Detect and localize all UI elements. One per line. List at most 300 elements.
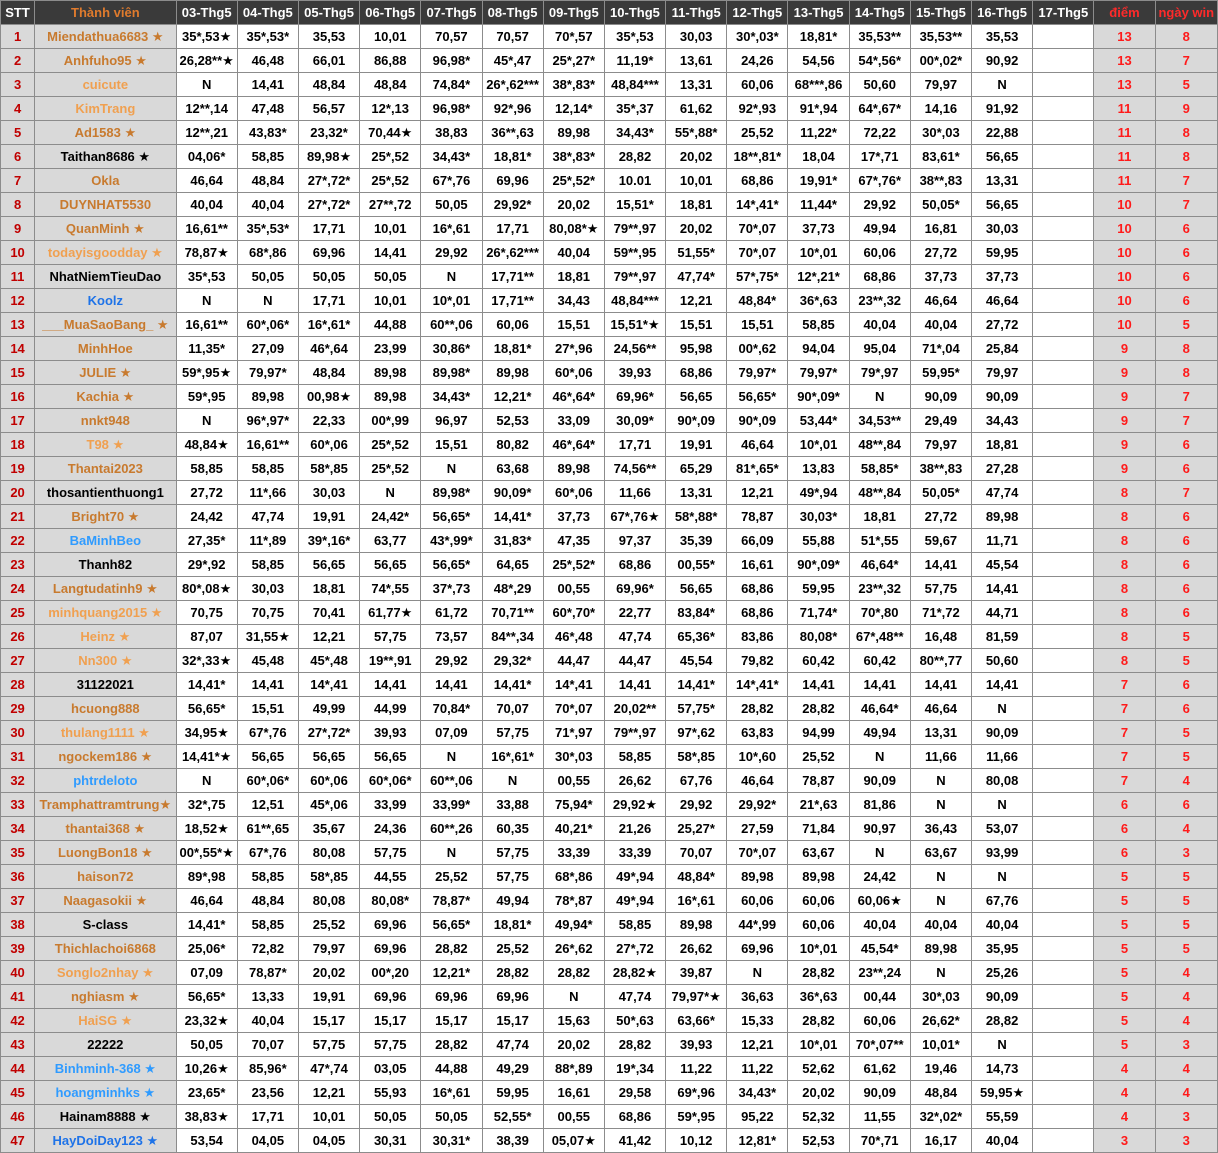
day-cell: 30,86* xyxy=(421,337,482,361)
day-cell: 67,76 xyxy=(666,769,727,793)
day-cell: 80,08*★ xyxy=(543,217,604,241)
day-cell: 90,09 xyxy=(972,385,1033,409)
day-cell: 44,88 xyxy=(360,313,421,337)
day-cell: 60,42 xyxy=(788,649,849,673)
win-days-cell: 4 xyxy=(1155,1081,1217,1105)
day-cell: 48,84* xyxy=(666,865,727,889)
day-cell: 58,85 xyxy=(604,745,665,769)
header-score: điểm xyxy=(1094,1,1155,25)
day-cell: 30,03 xyxy=(298,481,359,505)
day-cell: 48,84★ xyxy=(176,433,237,457)
day-cell: 00,98★ xyxy=(298,385,359,409)
day-cell: 45,54 xyxy=(972,553,1033,577)
score-cell: 11 xyxy=(1094,145,1155,169)
day-cell: 27,59 xyxy=(727,817,788,841)
member-name: Ad1583 ★ xyxy=(35,121,176,145)
day-cell: 36,43 xyxy=(910,817,971,841)
day-cell: 25*,27* xyxy=(543,49,604,73)
day-cell: 44,71 xyxy=(972,601,1033,625)
day-cell: 56,65* xyxy=(176,985,237,1009)
day-cell: 60**,26 xyxy=(421,817,482,841)
day-cell: 63,68 xyxy=(482,457,543,481)
day-cell: 93,99 xyxy=(972,841,1033,865)
day-cell: 90,09 xyxy=(972,721,1033,745)
row-number: 23 xyxy=(1,553,35,577)
day-cell: 56,57 xyxy=(298,97,359,121)
day-cell: 29,58 xyxy=(604,1081,665,1105)
member-name: Tramphattramtrung★ xyxy=(35,793,176,817)
day-cell: 12,21* xyxy=(482,385,543,409)
day-cell: 34,95★ xyxy=(176,721,237,745)
day-cell: 15,33 xyxy=(727,1009,788,1033)
day-cell: 48,84*** xyxy=(604,289,665,313)
day-cell: 30*,03 xyxy=(543,745,604,769)
day-cell: 33,88 xyxy=(482,793,543,817)
table-row xyxy=(1,145,1218,169)
score-cell: 3 xyxy=(1094,1129,1155,1153)
day-cell: 40,04 xyxy=(237,1009,298,1033)
win-days-cell: 6 xyxy=(1155,793,1217,817)
day-cell: 49*,94 xyxy=(604,865,665,889)
day-cell: 68*,86 xyxy=(543,865,604,889)
table-row xyxy=(1,793,1218,817)
header-day: 03-Thg5 xyxy=(176,1,237,25)
day-cell: 35*,37 xyxy=(604,97,665,121)
day-cell: 28,82 xyxy=(482,961,543,985)
day-cell: 45*,48 xyxy=(298,649,359,673)
day-cell: 28,82 xyxy=(421,937,482,961)
day-cell: 79,82 xyxy=(727,649,788,673)
member-name: 22222 xyxy=(35,1033,176,1057)
day-cell: 18,81 xyxy=(972,433,1033,457)
day-cell: 63,67 xyxy=(788,841,849,865)
day-cell xyxy=(1033,361,1094,385)
day-cell: 23,32* xyxy=(298,121,359,145)
day-cell: 36,63 xyxy=(727,985,788,1009)
day-cell: 57,75 xyxy=(910,577,971,601)
day-cell: 27,72 xyxy=(176,481,237,505)
header-day: 04-Thg5 xyxy=(237,1,298,25)
day-cell: 73,57 xyxy=(421,625,482,649)
table-row xyxy=(1,1009,1218,1033)
day-cell: 89,98 xyxy=(360,361,421,385)
day-cell: 71*,04 xyxy=(910,337,971,361)
table-row xyxy=(1,745,1218,769)
day-cell: 18,04 xyxy=(788,145,849,169)
score-cell: 7 xyxy=(1094,745,1155,769)
day-cell: 70*,71 xyxy=(849,1129,910,1153)
day-cell: 78,87 xyxy=(788,769,849,793)
day-cell: 53,07 xyxy=(972,817,1033,841)
day-cell: 25,27* xyxy=(666,817,727,841)
member-name: thulang1111 ★ xyxy=(35,721,176,745)
day-cell: 43,83* xyxy=(237,121,298,145)
day-cell: 20,02 xyxy=(666,145,727,169)
member-name: Bright70 ★ xyxy=(35,505,176,529)
day-cell xyxy=(1033,1033,1094,1057)
day-cell xyxy=(1033,481,1094,505)
row-number: 6 xyxy=(1,145,35,169)
day-cell: 58,85 xyxy=(604,913,665,937)
win-days-cell: 4 xyxy=(1155,985,1217,1009)
day-cell: 84**,34 xyxy=(482,625,543,649)
day-cell: 30*,03* xyxy=(727,25,788,49)
day-cell: 38**,83 xyxy=(910,457,971,481)
day-cell: 60,42 xyxy=(849,649,910,673)
table-row xyxy=(1,553,1218,577)
day-cell xyxy=(1033,553,1094,577)
day-cell: 26,28**★ xyxy=(176,49,237,73)
day-cell: 81,59 xyxy=(972,625,1033,649)
day-cell: 59,95★ xyxy=(972,1081,1033,1105)
day-cell: 39*,16* xyxy=(298,529,359,553)
table-row xyxy=(1,1081,1218,1105)
day-cell: N xyxy=(176,289,237,313)
day-cell: 15,51 xyxy=(421,433,482,457)
day-cell: 23**,32 xyxy=(849,289,910,313)
day-cell: 67*,48** xyxy=(849,625,910,649)
day-cell: 94,99 xyxy=(788,721,849,745)
day-cell: 91*,94 xyxy=(788,97,849,121)
day-cell: 15,17 xyxy=(421,1009,482,1033)
day-cell: 10*,60 xyxy=(727,745,788,769)
score-cell: 5 xyxy=(1094,889,1155,913)
header-day: 08-Thg5 xyxy=(482,1,543,25)
day-cell: 90,92 xyxy=(972,49,1033,73)
win-days-cell: 8 xyxy=(1155,145,1217,169)
day-cell: 80,08* xyxy=(788,625,849,649)
day-cell: 66,09 xyxy=(727,529,788,553)
day-cell: 72,22 xyxy=(849,121,910,145)
table-row xyxy=(1,457,1218,481)
day-cell: 56,65* xyxy=(727,385,788,409)
day-cell: 34,43 xyxy=(972,409,1033,433)
day-cell: 14,41* xyxy=(176,673,237,697)
day-cell: 58*,85 xyxy=(666,745,727,769)
day-cell: 90,09 xyxy=(849,769,910,793)
win-days-cell: 5 xyxy=(1155,865,1217,889)
win-days-cell: 4 xyxy=(1155,769,1217,793)
day-cell: 13,31 xyxy=(972,169,1033,193)
table-row xyxy=(1,217,1218,241)
day-cell: 18,81* xyxy=(482,913,543,937)
member-name: hcuong888 xyxy=(35,697,176,721)
day-cell: 48,84 xyxy=(360,73,421,97)
day-cell: 37*,73 xyxy=(421,577,482,601)
day-cell: 52,55* xyxy=(482,1105,543,1129)
day-cell xyxy=(1033,1009,1094,1033)
day-cell: 50,05* xyxy=(910,481,971,505)
day-cell: 49,99 xyxy=(298,697,359,721)
day-cell: 15,17 xyxy=(360,1009,421,1033)
day-cell: 46,64 xyxy=(176,169,237,193)
day-cell: 52,53 xyxy=(788,1129,849,1153)
day-cell: 17,71 xyxy=(298,289,359,313)
day-cell: 25*,52 xyxy=(360,169,421,193)
day-cell: 44*,99 xyxy=(727,913,788,937)
row-number: 4 xyxy=(1,97,35,121)
header-day: 13-Thg5 xyxy=(788,1,849,25)
day-cell: 28,82 xyxy=(788,1009,849,1033)
day-cell: 29,49 xyxy=(910,409,971,433)
win-days-cell: 7 xyxy=(1155,49,1217,73)
score-cell: 11 xyxy=(1094,121,1155,145)
member-name: minhquang2015 ★ xyxy=(35,601,176,625)
day-cell: 60,06★ xyxy=(849,889,910,913)
table-row xyxy=(1,673,1218,697)
member-name: Songlo2nhay ★ xyxy=(35,961,176,985)
day-cell: 39,87 xyxy=(666,961,727,985)
row-number: 45 xyxy=(1,1081,35,1105)
header-member: Thành viên xyxy=(35,1,176,25)
day-cell: 20,02 xyxy=(543,193,604,217)
day-cell: 59*,95★ xyxy=(176,361,237,385)
day-cell: 12,51 xyxy=(237,793,298,817)
day-cell: 33,99* xyxy=(421,793,482,817)
day-cell xyxy=(1033,697,1094,721)
day-cell: 52,62 xyxy=(788,1057,849,1081)
day-cell xyxy=(1033,289,1094,313)
day-cell: 25*,52* xyxy=(543,553,604,577)
day-cell: 35,53 xyxy=(972,25,1033,49)
day-cell: 61,72 xyxy=(421,601,482,625)
day-cell: 71,74* xyxy=(788,601,849,625)
day-cell: 10,01 xyxy=(360,217,421,241)
day-cell: 16,17 xyxy=(910,1129,971,1153)
day-cell: 10,01* xyxy=(910,1033,971,1057)
day-cell: 00*,62 xyxy=(727,337,788,361)
day-cell: 46*,64* xyxy=(543,433,604,457)
day-cell: 90*,09 xyxy=(666,409,727,433)
day-cell: 00,55 xyxy=(543,577,604,601)
day-cell: 25*,52 xyxy=(360,457,421,481)
table-row xyxy=(1,481,1218,505)
day-cell: N xyxy=(360,481,421,505)
win-days-cell: 8 xyxy=(1155,121,1217,145)
day-cell: 52,53 xyxy=(482,409,543,433)
day-cell: 12,21 xyxy=(298,1081,359,1105)
row-number: 46 xyxy=(1,1105,35,1129)
day-cell: 46,64 xyxy=(910,289,971,313)
day-cell: 56,65 xyxy=(360,553,421,577)
day-cell: 57,75* xyxy=(666,697,727,721)
day-cell: 22,88 xyxy=(972,121,1033,145)
day-cell: 15,51 xyxy=(727,313,788,337)
day-cell: 97,37 xyxy=(604,529,665,553)
member-name: thosantienthuong1 xyxy=(35,481,176,505)
day-cell: 14,41 xyxy=(360,241,421,265)
day-cell: 94,04 xyxy=(788,337,849,361)
header-day: 10-Thg5 xyxy=(604,1,665,25)
day-cell: 49*,94 xyxy=(788,481,849,505)
day-cell: 70*,07** xyxy=(849,1033,910,1057)
day-cell: 46,64 xyxy=(727,769,788,793)
day-cell: 35,53** xyxy=(910,25,971,49)
day-cell: 69,96 xyxy=(482,169,543,193)
day-cell: 12*,21* xyxy=(788,265,849,289)
day-cell: 46*,48 xyxy=(543,625,604,649)
day-cell: N xyxy=(910,769,971,793)
day-cell: 18,81* xyxy=(482,337,543,361)
day-cell: 60*,06* xyxy=(237,313,298,337)
day-cell: 28,82 xyxy=(604,145,665,169)
score-cell: 8 xyxy=(1094,577,1155,601)
day-cell: 10*,01 xyxy=(788,433,849,457)
day-cell: 56,65 xyxy=(237,745,298,769)
day-cell: 88*,89 xyxy=(543,1057,604,1081)
day-cell: 59,95 xyxy=(972,241,1033,265)
header-day: 15-Thg5 xyxy=(910,1,971,25)
day-cell: 17,71 xyxy=(482,217,543,241)
win-days-cell: 4 xyxy=(1155,817,1217,841)
day-cell: 28,82 xyxy=(788,697,849,721)
day-cell: 34,43* xyxy=(727,1081,788,1105)
row-number: 3 xyxy=(1,73,35,97)
day-cell: 40,04 xyxy=(849,913,910,937)
day-cell: 69*,96 xyxy=(666,1081,727,1105)
day-cell xyxy=(1033,385,1094,409)
day-cell: 30,31* xyxy=(421,1129,482,1153)
day-cell xyxy=(1033,241,1094,265)
day-cell: 18**,81* xyxy=(727,145,788,169)
row-number: 43 xyxy=(1,1033,35,1057)
score-cell: 13 xyxy=(1094,49,1155,73)
score-cell: 7 xyxy=(1094,697,1155,721)
day-cell: 40,04 xyxy=(972,1129,1033,1153)
score-cell: 8 xyxy=(1094,481,1155,505)
day-cell: 61,62 xyxy=(666,97,727,121)
day-cell: 48,84 xyxy=(298,361,359,385)
day-cell: 96,98* xyxy=(421,49,482,73)
row-number: 30 xyxy=(1,721,35,745)
day-cell: 11,66 xyxy=(604,481,665,505)
day-cell: 49,94 xyxy=(482,889,543,913)
day-cell: 16,81 xyxy=(910,217,971,241)
score-cell: 6 xyxy=(1094,817,1155,841)
day-cell: 12,21* xyxy=(421,961,482,985)
day-cell: 79**,97 xyxy=(604,721,665,745)
day-cell: 33,09 xyxy=(543,409,604,433)
day-cell: 14,41* xyxy=(482,673,543,697)
win-days-cell: 6 xyxy=(1155,529,1217,553)
day-cell: 16*,61* xyxy=(298,313,359,337)
day-cell: 40,04 xyxy=(910,913,971,937)
table-row xyxy=(1,97,1218,121)
day-cell: 03,05 xyxy=(360,1057,421,1081)
win-days-cell: 7 xyxy=(1155,193,1217,217)
day-cell: 67*,76 xyxy=(237,841,298,865)
day-cell: 15,51 xyxy=(666,313,727,337)
day-cell: 58,85 xyxy=(237,145,298,169)
day-cell: 69,96 xyxy=(360,937,421,961)
score-cell: 10 xyxy=(1094,289,1155,313)
day-cell: 70*,07 xyxy=(727,241,788,265)
member-name: JULIE ★ xyxy=(35,361,176,385)
day-cell: 55*,88* xyxy=(666,121,727,145)
day-cell: 16,48 xyxy=(910,625,971,649)
day-cell: 35,53** xyxy=(849,25,910,49)
day-cell: 07,09 xyxy=(421,721,482,745)
day-cell: 43*,99* xyxy=(421,529,482,553)
table-row xyxy=(1,385,1218,409)
table-row xyxy=(1,73,1218,97)
day-cell: 68,86 xyxy=(666,361,727,385)
day-cell: 25*,52 xyxy=(360,145,421,169)
day-cell: 14,41 xyxy=(421,673,482,697)
score-cell: 10 xyxy=(1094,241,1155,265)
day-cell xyxy=(1033,505,1094,529)
day-cell: 12**,21 xyxy=(176,121,237,145)
table-row xyxy=(1,649,1218,673)
day-cell: 89,98 xyxy=(543,457,604,481)
day-cell: 49*,94 xyxy=(604,889,665,913)
day-cell xyxy=(1033,1057,1094,1081)
day-cell: 20,02 xyxy=(543,1033,604,1057)
day-cell: 12,21 xyxy=(666,289,727,313)
row-number: 36 xyxy=(1,865,35,889)
day-cell: 45,54 xyxy=(666,649,727,673)
day-cell: 59,95 xyxy=(788,577,849,601)
score-cell: 9 xyxy=(1094,433,1155,457)
member-name: Nn300 ★ xyxy=(35,649,176,673)
day-cell: 19,46 xyxy=(910,1057,971,1081)
score-cell: 9 xyxy=(1094,385,1155,409)
day-cell: 30,03 xyxy=(666,25,727,49)
score-cell: 5 xyxy=(1094,1009,1155,1033)
day-cell: 46*,64* xyxy=(543,385,604,409)
day-cell: 50,05 xyxy=(421,193,482,217)
day-cell: 14*,41 xyxy=(543,673,604,697)
day-cell: 28,82 xyxy=(604,1033,665,1057)
win-days-cell: 7 xyxy=(1155,169,1217,193)
day-cell: 71,84 xyxy=(788,817,849,841)
row-number: 8 xyxy=(1,193,35,217)
table-row xyxy=(1,1033,1218,1057)
day-cell: 80,08 xyxy=(972,769,1033,793)
day-cell: 12,21 xyxy=(727,481,788,505)
day-cell: 14*,41 xyxy=(298,673,359,697)
member-name: Heinz ★ xyxy=(35,625,176,649)
day-cell: 46,64 xyxy=(727,433,788,457)
day-cell: N xyxy=(849,841,910,865)
day-cell: 57,75 xyxy=(360,841,421,865)
day-cell: 17,71 xyxy=(237,1105,298,1129)
row-number: 31 xyxy=(1,745,35,769)
day-cell: 11*,89 xyxy=(237,529,298,553)
day-cell: N xyxy=(176,769,237,793)
day-cell: 14,73 xyxy=(972,1057,1033,1081)
day-cell: 60,06 xyxy=(788,913,849,937)
day-cell xyxy=(1033,337,1094,361)
day-cell: 17,71 xyxy=(604,433,665,457)
day-cell: 92*,96 xyxy=(482,97,543,121)
table-row xyxy=(1,313,1218,337)
day-cell: 57,75 xyxy=(298,1033,359,1057)
day-cell: 41,42 xyxy=(604,1129,665,1153)
day-cell: 47,74 xyxy=(237,505,298,529)
day-cell: 27,35* xyxy=(176,529,237,553)
day-cell: 35*,53* xyxy=(237,217,298,241)
day-cell: 39,93 xyxy=(604,361,665,385)
table-row xyxy=(1,433,1218,457)
day-cell: 37,73 xyxy=(543,505,604,529)
day-cell: 29,32* xyxy=(482,649,543,673)
day-cell: 60**,06 xyxy=(421,769,482,793)
day-cell: 29,92★ xyxy=(604,793,665,817)
day-cell: 24,56** xyxy=(604,337,665,361)
day-cell: 59,95* xyxy=(910,361,971,385)
day-cell: 29,92* xyxy=(482,193,543,217)
